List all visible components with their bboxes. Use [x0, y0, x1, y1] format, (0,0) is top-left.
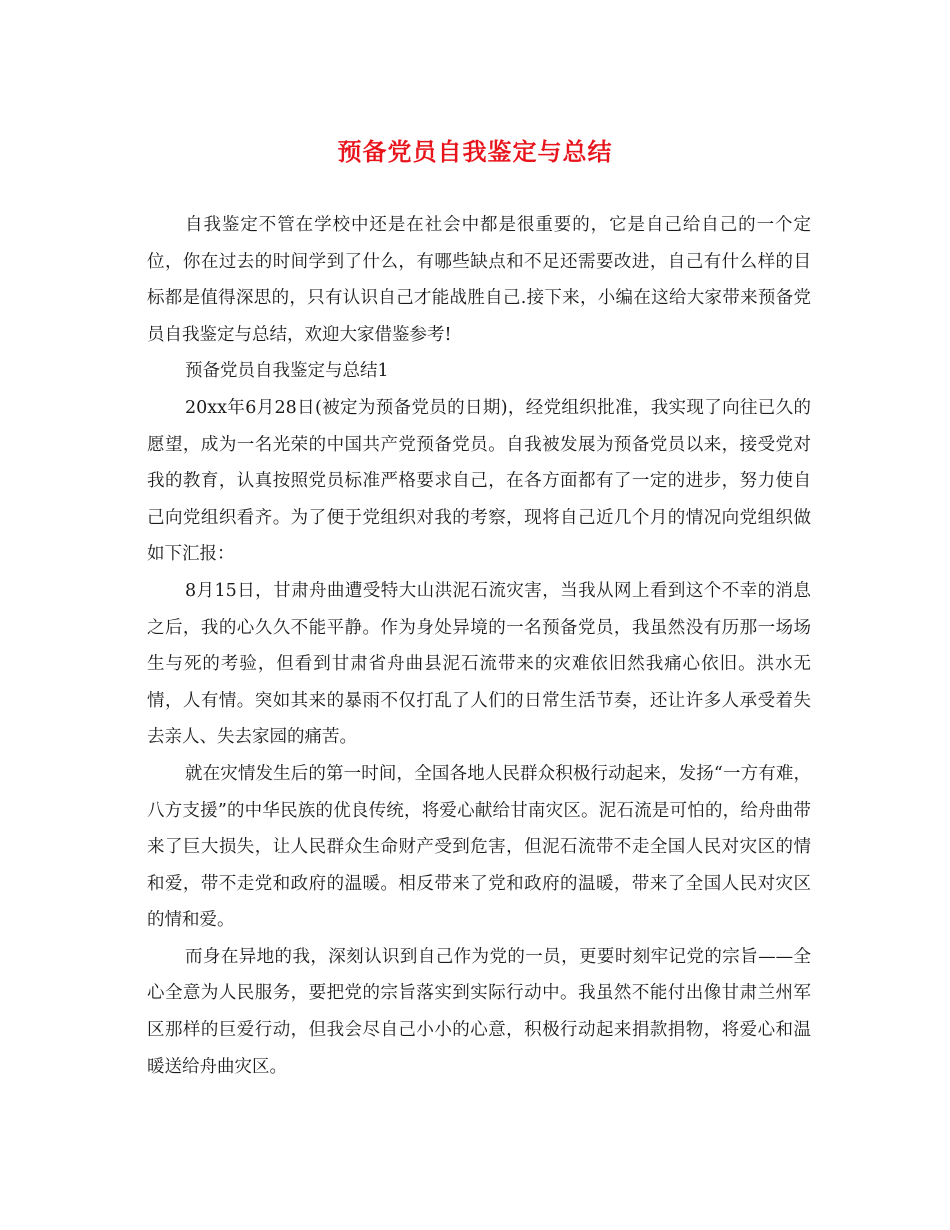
body-paragraph: 而身在异地的我，深刻认识到自己作为党的一员，更要时刻牢记党的宗旨——全心全意为人民服务，要把党的宗旨落实到实际行动中。我虽然不能付出像甘肃兰州军区那样的巨爱行动，但我会尽自己小小的心意，积极行动起来捐款捐物，将爱心和温暖送给舟曲灾区。 [147, 946, 811, 1077]
intro-paragraph: 自我鉴定不管在学校中还是在社会中都是很重要的，它是自己给自己的一个定位，你在过去的时间学到了什么，有哪些缺点和不足还需要改进，自己有什么样的目标都是值得深思的，只有认识自己才能战胜自己.接下来，小编在这给大家带来预备党员自我鉴定与总结，欢迎大家借鉴参考! [147, 215, 811, 345]
section-heading: 预备党员自我鉴定与总结1 [185, 361, 389, 382]
document-body [147, 207, 811, 1085]
body-paragraph: 20xx年6月28日(被定为预备党员的日期)，经党组织批准，我实现了向往已久的愿望，成为一名光荣的中国共产党预备党员。自我被发展为预备党员以来，接受党对我的教育，认真按照党员标准严格要求自己，在各方面都有了一定的进步，努力使自己向党组织看齐。为了便于党组织对我的考察，现将自己近几个月的情况向党组织做如下汇报： [147, 397, 811, 565]
body-paragraph: 8月15日，甘肃舟曲遭受特大山洪泥石流灾害，当我从网上看到这个不幸的消息之后，我的心久久不能平静。作为身处异境的一名预备党员，我虽然没有历那一场场生与死的考验，但看到甘肃省舟曲县泥石流带来的灾难依旧然我痛心依旧。洪水无情，人有情。突如其来的暴雨不仅打乱了人们的日常生活节奏，还让许多人承受着失去亲人、失去家园的痛苦。 [147, 580, 811, 748]
body-paragraph: 就在灾情发生后的第一时间，全国各地人民群众积极行动起来，发扬“一方有难，八方支援”的中华民族的优良传统，将爱心献给甘南灾区。泥石流是可怕的，给舟曲带来了巨大损失，让人民群众生命财产受到危害，但泥石流带不走全国人民对灾区的情和爱，带不走党和政府的温暖。相反带来了党和政府的温暖，带来了全国人民对灾区的情和爱。 [147, 763, 811, 931]
document-title: 预备党员自我鉴定与总结 [337, 138, 613, 166]
